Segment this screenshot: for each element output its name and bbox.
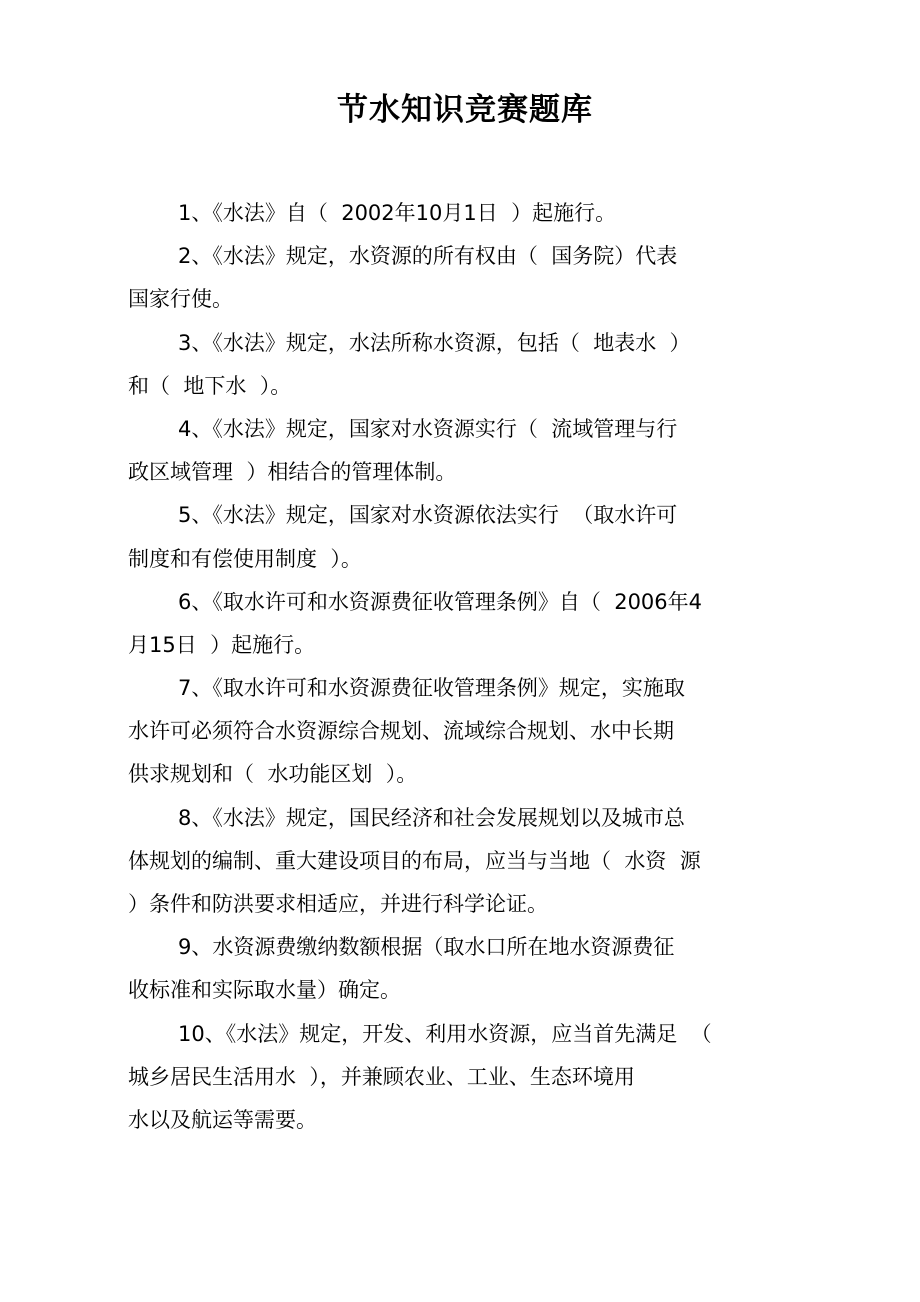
question-item-2	[128, 235, 808, 321]
question-item-3	[128, 322, 808, 408]
question-item-9	[128, 926, 808, 1012]
question-line: 3、《水法》规定，水法所称水资源，包括（ 地表水 ）	[178, 330, 691, 355]
document-body	[128, 192, 808, 1142]
question-item-7	[128, 667, 808, 797]
question-item-10	[128, 1013, 808, 1143]
question-line: 5、《水法》规定，国家对水资源依法实行 （取水许可	[178, 503, 678, 528]
question-item-1	[128, 192, 808, 235]
question-line: 9、水资源费缴纳数额根据（取水口所在地水资源费征	[178, 935, 675, 960]
question-line: 月15日 ）起施行。	[128, 632, 316, 657]
question-line: 供求规划和（ 水功能区划 ）。	[128, 762, 418, 787]
question-line: 水许可必须符合水资源综合规划、流域综合规划、水中长期	[128, 719, 674, 744]
question-line: 体规划的编制、重大建设项目的布局，应当与当地（ 水资 源	[128, 848, 701, 873]
question-line: 1、《水法》自（ 2002年10月1日 ）起施行。	[178, 201, 617, 225]
question-line: 政区域管理 ）相结合的管理体制。	[128, 460, 457, 485]
question-line: 7、《取水许可和水资源费征收管理条例》规定，实施取	[178, 676, 685, 701]
question-item-5	[128, 494, 808, 580]
question-item-6	[128, 581, 808, 667]
question-line: 8、《水法》规定，国民经济和社会发展规划以及城市总	[178, 805, 685, 830]
question-line: 2、《水法》规定，水资源的所有权由（ 国务院）代表	[178, 244, 678, 269]
question-line: 收标准和实际取水量）确定。	[128, 978, 401, 1003]
document-title: 节水知识竞赛题库	[337, 92, 593, 128]
question-item-4	[128, 408, 808, 494]
question-line: 和（ 地下水 ）。	[128, 373, 292, 398]
question-line: 制度和有偿使用制度 ）。	[128, 546, 362, 571]
question-line: 城乡居民生活用水 ），并兼顾农业、工业、生态环境用	[128, 1064, 635, 1089]
question-line: 水以及航运等需要。	[128, 1107, 317, 1132]
question-line: 6、《取水许可和水资源费征收管理条例》自（ 2006年4	[178, 589, 703, 614]
question-line: 国家行使。	[128, 287, 233, 312]
question-item-8	[128, 797, 808, 927]
question-line: ）条件和防洪要求相适应，并进行科学论证。	[128, 892, 548, 916]
question-line: 4、《水法》规定，国家对水资源实行（ 流域管理与行	[178, 416, 678, 441]
question-line: 10、《水法》规定，开发、利用水资源，应当首先满足 （	[178, 1021, 712, 1046]
